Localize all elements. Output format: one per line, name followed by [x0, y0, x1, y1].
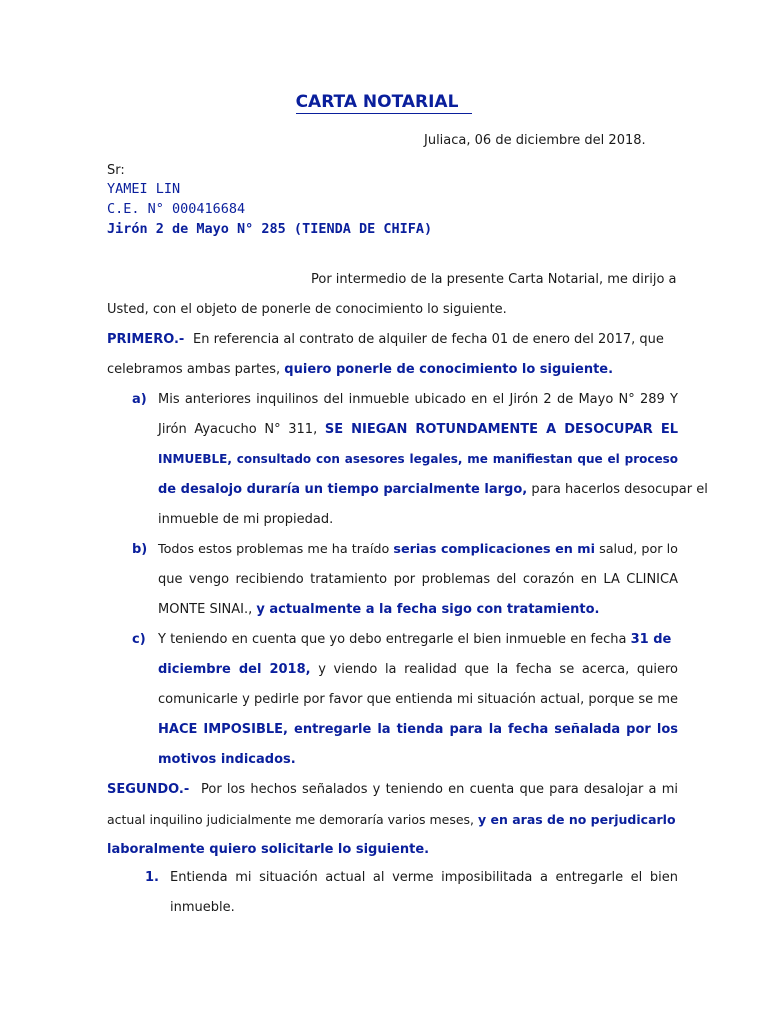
primero-line-1: En referencia al contrato de alquiler de fecha 01 de enero del 2017, que	[193, 332, 664, 347]
item-a-line-3: INMUEBLE, consultado con asesores legales, me manifiestan que el proceso	[158, 452, 678, 466]
intro-line-1: Por intermedio de la presente Carta Notarial, me dirijo a	[311, 272, 677, 287]
segundo-line-1: Por los hechos señalados y teniendo en cuenta que para desalojar a mi	[201, 782, 678, 797]
recipient-address: Jirón 2 de Mayo N° 285 (TIENDA DE CHIFA)	[107, 221, 433, 237]
item-a-line-5: inmueble de mi propiedad.	[158, 512, 334, 527]
item-c-line-5: motivos indicados.	[158, 752, 296, 767]
item-c-line-4: HACE IMPOSIBLE, entregarle la tienda para la fecha señalada por los	[158, 722, 678, 737]
segundo-line-3: laboralmente quiero solicitarle lo siguiente.	[107, 842, 430, 857]
recipient-name: YAMEI LIN	[107, 181, 181, 197]
date-line: Juliaca, 06 de diciembre del 2018.	[424, 133, 646, 148]
item-c-label: c)	[132, 632, 146, 647]
segundo-label: SEGUNDO.-	[107, 782, 190, 797]
item-b-label: b)	[132, 542, 148, 557]
item-b-line-1: Todos estos problemas me ha traído serias complicaciones en mi salud, por lo	[158, 542, 678, 557]
primero-label: PRIMERO.-	[107, 332, 185, 347]
item-c-line-1: Y teniendo en cuenta que yo debo entregarle el bien inmueble en fecha 31 de	[158, 632, 672, 647]
letter-title: CARTA NOTARIAL	[0, 92, 768, 112]
item-b-line-3: MONTE SINAI., y actualmente a la fecha sigo con tratamiento.	[158, 602, 600, 617]
item-a-line-4: de desalojo duraría un tiempo parcialmente largo, para hacerlos desocupar el	[158, 482, 708, 497]
primero-line-2: celebramos ambas partes, quiero ponerle de conocimiento lo siguiente.	[107, 362, 614, 377]
item-1-line-2: inmueble.	[170, 900, 235, 915]
item-c-line-3: comunicarle y pedirle por favor que entienda mi situación actual, porque se me	[158, 692, 678, 707]
salutation: Sr:	[107, 163, 125, 178]
segundo-line-2: actual inquilino judicialmente me demoraría varios meses, y en aras de no perjudicarlo	[107, 812, 676, 827]
intro-line-2: Usted, con el objeto de ponerle de conocimiento lo siguiente.	[107, 302, 507, 317]
item-1-line-1: Entienda mi situación actual al verme imposibilitada a entregarle el bien	[170, 870, 678, 885]
item-a-line-2: Jirón Ayacucho N° 311, SE NIEGAN ROTUNDAMENTE A DESOCUPAR EL	[158, 422, 678, 437]
recipient-id: C.E. N° 000416684	[107, 201, 246, 217]
item-c-line-2: diciembre del 2018, y viendo la realidad que la fecha se acerca, quiero	[158, 662, 679, 677]
item-a-line-1: Mis anteriores inquilinos del inmueble ubicado en el Jirón 2 de Mayo N° 289 Y	[158, 392, 678, 407]
item-1-label: 1.	[145, 870, 159, 885]
item-a-label: a)	[132, 392, 147, 407]
item-b-line-2: que vengo recibiendo tratamiento por problemas del corazón en LA CLINICA	[158, 572, 678, 587]
